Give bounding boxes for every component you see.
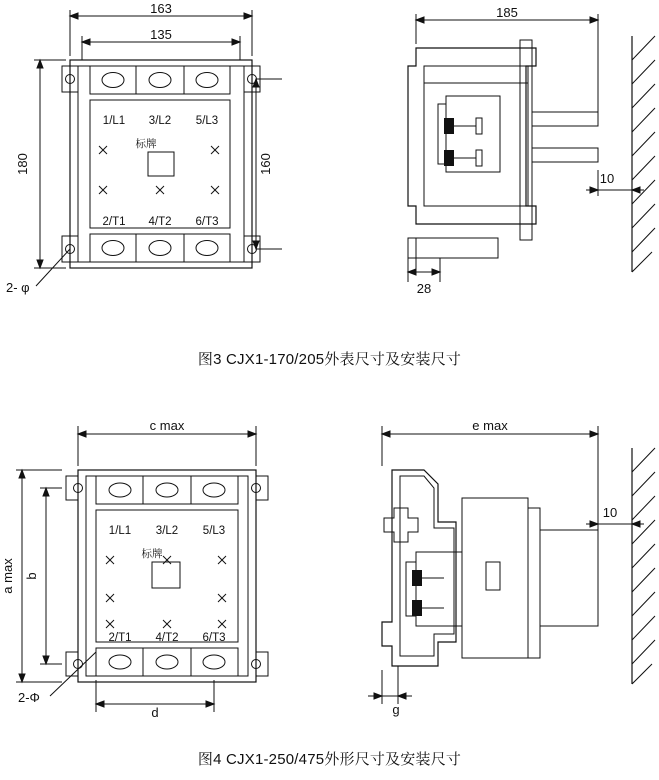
fig4-hole-note: 2-Φ xyxy=(18,690,40,705)
fig3-side-dim-clearance: 10 xyxy=(599,171,615,186)
fig4-terminal-5l3: 5/L3 xyxy=(202,525,226,537)
fig4-terminal-4t2: 4/T2 xyxy=(155,632,179,644)
fig3-terminal-4t2: 4/T2 xyxy=(148,216,172,228)
fig3-dim-right-inner: 160 xyxy=(258,153,273,175)
figure-4-drawing xyxy=(0,412,659,732)
figure-3-caption: 图3 CJX1-170/205外表尺寸及安装尺寸 xyxy=(197,351,462,368)
fig3-terminal-6t3: 6/T3 xyxy=(195,216,219,228)
fig3-nameplate: 标牌 xyxy=(135,138,157,150)
fig4-side-dim-clearance: 10 xyxy=(602,505,618,520)
fig4-dim-left-inner: b xyxy=(24,572,39,580)
fig4-terminal-3l2: 3/L2 xyxy=(155,525,179,537)
fig4-dim-top-outer: c max xyxy=(149,418,185,433)
fig4-nameplate: 标牌 xyxy=(141,548,163,560)
figure-4-caption: 图4 CJX1-250/475外形尺寸及安装尺寸 xyxy=(197,751,462,768)
fig3-hole-note: 2- φ xyxy=(6,280,30,295)
fig4-dim-bottom-inner: d xyxy=(151,705,159,720)
fig3-dim-left-outer: 180 xyxy=(15,153,30,175)
figure-3-drawing xyxy=(0,0,659,320)
fig4-terminal-2t1: 2/T1 xyxy=(108,632,132,644)
fig3-dim-top-inner: 135 xyxy=(150,27,172,42)
fig4-terminal-6t3: 6/T3 xyxy=(202,632,226,644)
fig3-terminal-3l2: 3/L2 xyxy=(148,115,172,127)
fig4-side-dim-width: e max xyxy=(472,418,508,433)
fig4-side-dim-foot: g xyxy=(392,702,400,717)
fig3-dim-top-outer: 163 xyxy=(150,1,172,16)
fig3-side-dim-width: 185 xyxy=(496,5,518,20)
fig3-side-dim-foot: 28 xyxy=(416,281,432,296)
fig3-terminal-2t1: 2/T1 xyxy=(102,216,126,228)
fig3-terminal-1l1: 1/L1 xyxy=(102,115,126,127)
fig4-terminal-1l1: 1/L1 xyxy=(108,525,132,537)
fig3-terminal-5l3: 5/L3 xyxy=(195,115,219,127)
fig4-dim-left-outer: a max xyxy=(0,558,15,594)
